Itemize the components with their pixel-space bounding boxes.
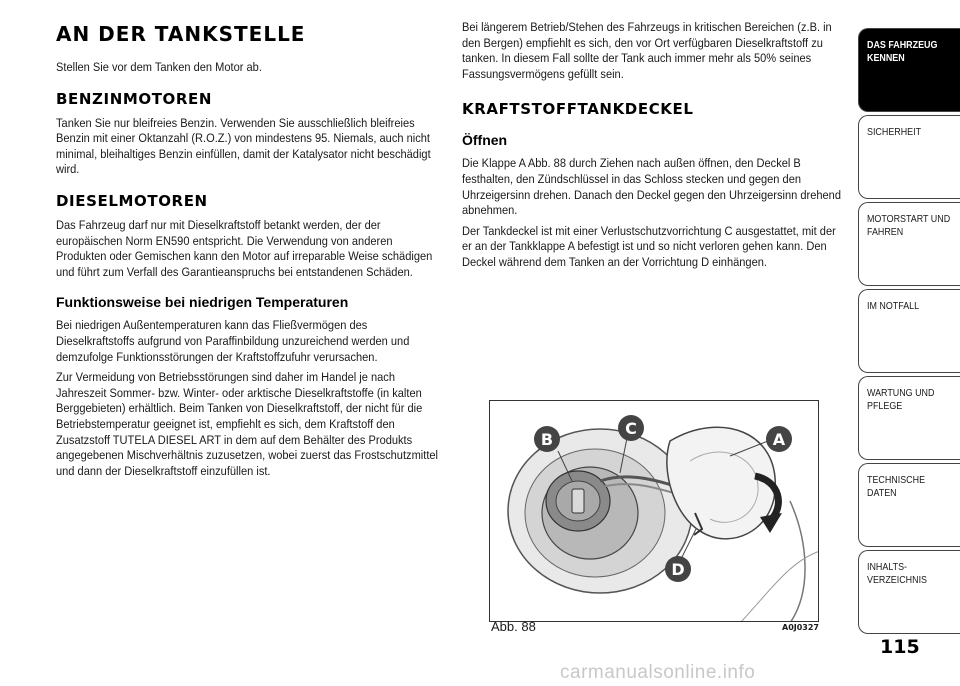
fuel-cap-illustration: [490, 401, 819, 622]
critical-text: Bei längerem Betrieb/Stehen des Fahrzeugs in kritischen Bereichen (z.B. in den Bergen) empfiehlt es sich, den vor Ort verfügbaren Dieselkraftstoff zu tanken. In diesem Fall sollte der Tank auch immer mehr als 50% seines Fassungsvermögens gefüllt sein.: [462, 20, 832, 81]
tab-sicherheit[interactable]: [858, 115, 960, 199]
marker-d-label: D: [671, 560, 685, 579]
marker-c-label: C: [625, 419, 637, 438]
tab-inhaltsverzeichnis[interactable]: [858, 550, 960, 634]
lanyard-text: Der Tankdeckel ist mit einer Verlustschutzvorrichtung C ausgestattet, mit der er an der Tankklappe A befestigt ist und so nicht verloren gehen kann. Den Deckel während dem Tanken an der Vorrichtung D einhängen.: [462, 223, 836, 269]
caption-code: A0J0327: [782, 623, 819, 632]
tab-label: DAS FAHRZEUG KENNEN: [867, 39, 938, 64]
intro-text: Stellen Sie vor dem Tanken den Motor ab.: [56, 60, 262, 74]
marker-b-label: B: [540, 430, 554, 449]
lowtemp-text-2: Zur Vermeidung von Betriebsstörungen sind daher im Handel je nach Jahreszeit Sommer- bzw. Winter- oder arktische Dieselkraftstoffe (in kalten Berggebieten) erhältlich. Beim Tanken von Dieselkraftstoff, der nicht für die Betriebstemperatur geeignet ist, empfiehlt es sich, dem Kraftstoff den Zusatzstoff TUTELA DIESEL ART in dem auf dem Behälter des Produkts angegebenen Mischverhältnis zuzusetzen, wobei zuerst das Frostschutzmittel und dann der Dieselkraftstoff einzufüllen ist.: [56, 370, 439, 478]
caption-label: Abb. 88: [491, 619, 536, 634]
left-column: [56, 22, 442, 484]
tab-label: SICHERHEIT: [867, 126, 922, 138]
fuel-cap-figure: [489, 400, 819, 622]
tab-im-notfall[interactable]: [858, 289, 960, 373]
tab-label: WARTUNG UND PFLEGE: [867, 387, 935, 412]
page-title: AN DER TANKSTELLE: [56, 22, 306, 46]
figure-caption: [489, 619, 819, 637]
tab-technische-daten[interactable]: [858, 463, 960, 547]
marker-d: [665, 556, 691, 582]
tab-label: IM NOTFALL: [867, 300, 920, 312]
tab-label: INHALTS-VERZEICHNIS: [867, 561, 928, 586]
marker-a: [766, 426, 792, 452]
diesel-heading: DIESELMOTOREN: [56, 191, 208, 210]
tab-das-fahrzeug-kennen[interactable]: [858, 28, 960, 112]
tab-wartung-und-pflege[interactable]: [858, 376, 960, 460]
open-text: Die Klappe A Abb. 88 durch Ziehen nach außen öffnen, den Deckel B festhalten, den Zündschlüssel in das Schloss stecken und gegen den Uhrzeigersinn drehen. Danach den Deckel gegen den Uhrzeigersinn drehend abnehmen.: [462, 156, 841, 218]
chapter-sidebar: [858, 28, 960, 637]
right-column: [462, 20, 846, 276]
page-number: 115: [880, 636, 920, 658]
marker-a-label: A: [772, 430, 786, 449]
open-heading: Öffnen: [462, 132, 508, 149]
lowtemp-heading: Funktionsweise bei niedrigen Temperaturen: [56, 294, 349, 311]
marker-c: [618, 415, 644, 441]
tab-label: MOTORSTART UND FAHREN: [867, 213, 951, 238]
benzin-heading: BENZINMOTOREN: [56, 89, 213, 108]
cap-heading: KRAFTSTOFFTANKDECKEL: [462, 100, 694, 119]
diesel-text: Das Fahrzeug darf nur mit Dieselkraftstoff betankt werden, der der europäischen Norm EN590 entspricht. Die Verwendung von anderen Produkten oder Gemischen kann den Motor auf irreparable Weise schädigen und führt zum Verfall des Garantieanspruchs bei entstandenen Schäden.: [56, 217, 433, 279]
tab-label: TECHNISCHE DATEN: [867, 474, 926, 499]
marker-b: [534, 426, 560, 452]
tab-motorstart-und-fahren[interactable]: [858, 202, 960, 286]
watermark: carmanualsonline.info: [560, 662, 756, 683]
lowtemp-text-1: Bei niedrigen Außentemperaturen kann das Fließvermögen des Dieselkraftstoffs aufgrund von Paraffinbildung unzureichend werden und demzufolge Funktionsstörungen der Kraftstoffzufuhr verursachen.: [56, 318, 410, 364]
benzin-text: Tanken Sie nur bleifreies Benzin. Verwenden Sie ausschließlich bleifreies Benzin mit einer Oktanzahl (R.O.Z.) von mindestens 95. Niemals, auch nicht minimal, bleihaltiges Benzin einfüllen, damit der Katalysator nicht beschädigt wird.: [56, 115, 431, 177]
